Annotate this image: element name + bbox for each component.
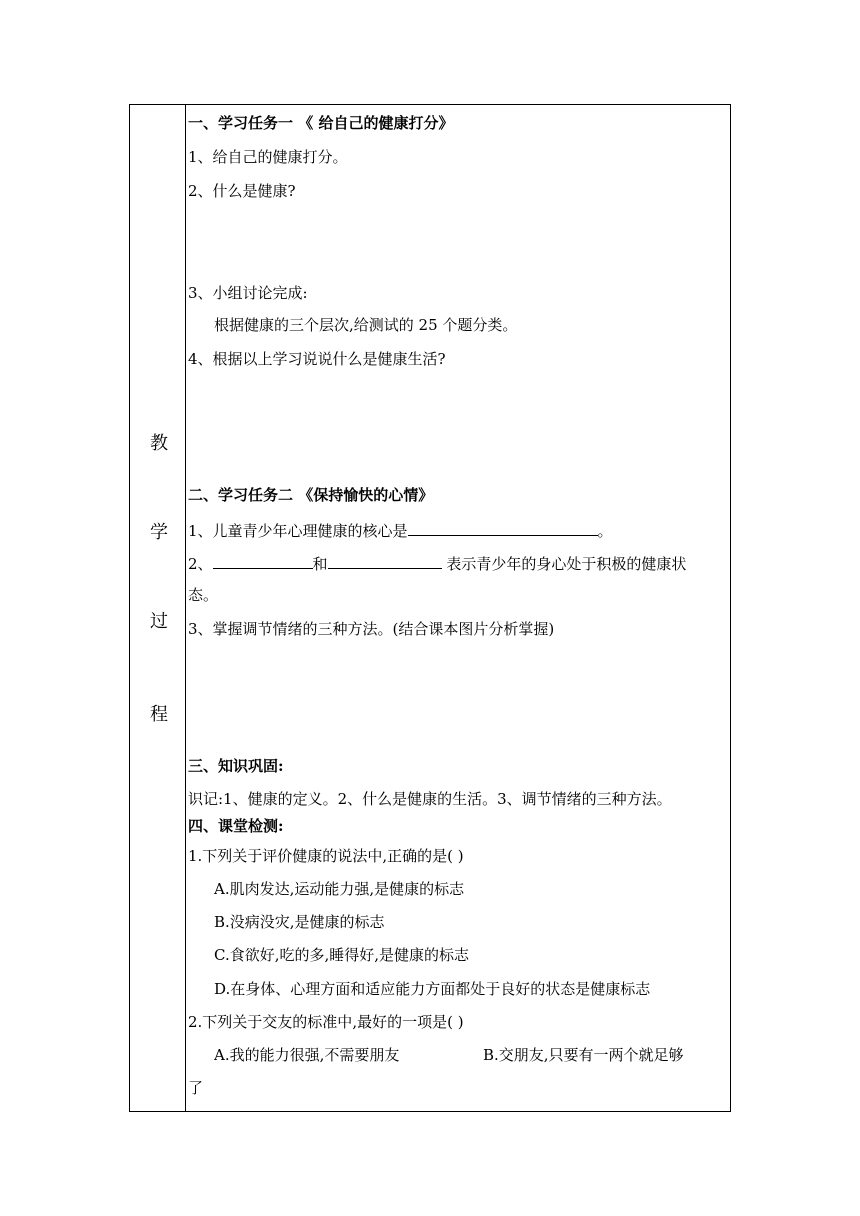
task2-q2-suffix: 表示青少年的身心处于积极的健康状	[441, 555, 687, 573]
side-label-char: 教	[150, 433, 168, 454]
side-label-char: 学	[150, 522, 168, 543]
column-divider	[185, 104, 186, 1112]
task1-heading: 一、学习任务一 《 给自己的健康打分》	[188, 114, 454, 132]
task4-q1-option-d: D.在身体、心理方面和适应能力方面都处于良好的状态是健康标志	[214, 980, 651, 998]
task1-question-1: 1、给自己的健康打分。	[188, 148, 348, 166]
answer-blank[interactable]	[408, 519, 598, 536]
task4-q1-option-c: C.食欲好,吃的多,睡得好,是健康的标志	[214, 946, 470, 964]
task4-q1-option-b: B.没病没灾,是健康的标志	[214, 913, 385, 931]
side-label-char: 过	[150, 611, 168, 632]
task2-q2-prefix: 2、	[188, 555, 213, 573]
task2-q1-suffix: 。	[597, 522, 613, 540]
task2-question-1	[188, 519, 613, 541]
task4-q1-option-a: A.肌肉发达,运动能力强,是健康的标志	[214, 880, 465, 898]
task3-text: 识记:1、健康的定义。2、什么是健康的生活。3、调节情绪的三种方法。	[188, 790, 672, 808]
task2-q1-prefix: 1、儿童青少年心理健康的核心是	[188, 522, 408, 540]
task1-question-3: 3、小组讨论完成:	[188, 284, 308, 302]
task4-q2-option-a: A.我的能力很强,不需要朋友	[214, 1046, 400, 1064]
task2-heading: 二、学习任务二 《保持愉快的心情》	[188, 486, 434, 504]
task4-question-1: 1.下列关于评价健康的说法中,正确的是( )	[188, 847, 464, 865]
task2-q2-mid: 和	[312, 555, 328, 573]
task1-question-2: 2、什么是健康?	[188, 182, 296, 200]
task1-question-3-detail: 根据健康的三个层次,给测试的 25 个题分类。	[214, 316, 518, 334]
side-label-char: 程	[150, 704, 168, 725]
task1-question-4: 4、根据以上学习说说什么是健康生活?	[188, 350, 446, 368]
answer-blank[interactable]	[213, 552, 313, 569]
task2-question-2	[188, 552, 686, 574]
task3-heading: 三、知识巩固:	[188, 757, 284, 775]
task4-q2-wrap: 了	[188, 1079, 204, 1097]
answer-blank[interactable]	[328, 552, 442, 569]
task4-heading: 四、课堂检测:	[188, 817, 284, 835]
task2-question-2-wrap: 态。	[188, 586, 219, 604]
task2-question-3: 3、掌握调节情绪的三种方法。(结合课本图片分析掌握)	[188, 620, 555, 638]
task4-q2-option-b: B.交朋友,只要有一两个就足够	[483, 1046, 684, 1064]
task4-question-2: 2.下列关于交友的标准中,最好的一项是( )	[188, 1013, 464, 1031]
